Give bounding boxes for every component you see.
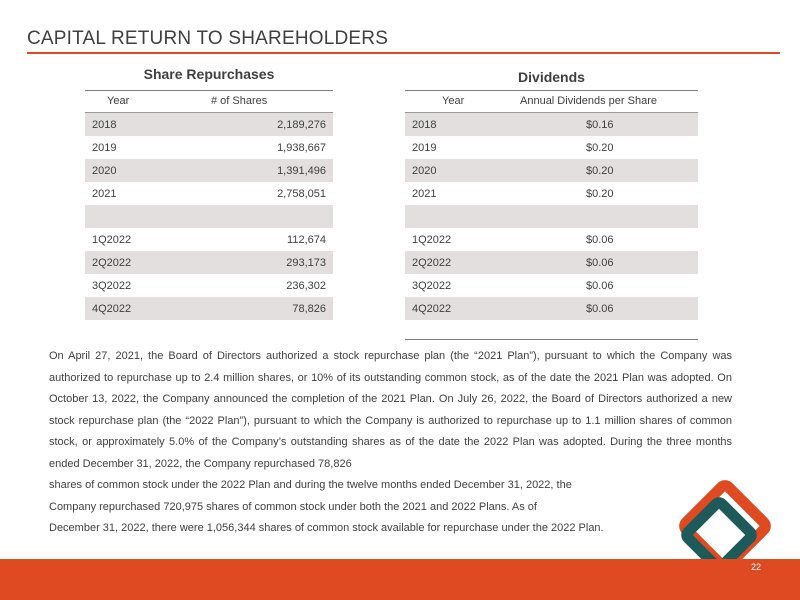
dividends-col-value: Annual Dividends per Share: [520, 95, 657, 107]
value-cell: $0.20: [586, 165, 614, 177]
table-row: [85, 251, 333, 274]
value-cell: 236,302: [286, 280, 326, 292]
table-row: [85, 159, 333, 182]
value-cell: $0.16: [586, 119, 614, 131]
value-cell: $0.20: [586, 188, 614, 200]
paragraph-text-line3: Company repurchased 720,975 shares of common stock under both the 2021 and 2022 Plans. As of: [49, 500, 537, 513]
table-row: [85, 136, 333, 159]
table-row: [85, 274, 333, 297]
dividends-header-row: [405, 91, 698, 113]
paragraph-text-line4: December 31, 2022, there were 1,056,344 shares of common stock available for repurchase under the 2022 Plan.: [49, 522, 604, 534]
year-cell: 2021: [412, 188, 437, 200]
year-cell: 1Q2022: [412, 234, 452, 246]
table-row: [405, 182, 698, 205]
table-row: [405, 228, 698, 251]
year-cell: 3Q2022: [92, 280, 132, 292]
table-row: [85, 205, 333, 228]
year-cell: 2019: [92, 142, 117, 154]
table-row: [405, 274, 698, 297]
dividends-bottom-rule: [405, 339, 698, 340]
year-cell: 2020: [92, 165, 117, 177]
paragraph-text-line2: shares of common stock under the 2022 Plan and during the twelve months ended December 31, 2022, the: [49, 479, 572, 491]
year-cell: 4Q2022: [92, 303, 132, 315]
repurchase-plan-paragraph: [49, 346, 732, 540]
value-cell: $0.06: [586, 303, 614, 315]
value-cell: $0.06: [586, 234, 614, 246]
table-row: [405, 205, 698, 228]
repurchases-heading: Share Repurchases: [143, 66, 275, 82]
table-row: [405, 113, 698, 136]
value-cell: $0.06: [586, 280, 614, 292]
value-cell: $0.20: [586, 142, 614, 154]
table-row: [85, 113, 333, 136]
value-cell: 112,674: [287, 234, 326, 246]
page-number: 22: [751, 562, 762, 572]
repurchases-header-row: [85, 91, 333, 113]
dividends-heading: Dividends: [518, 69, 585, 85]
dividends-table: [405, 90, 698, 320]
paragraph-text-main: On April 27, 2021, the Board of Directors authorized a stock repurchase plan (the “2021 Plan”), pursuant to which the Company was authorized to repurchase up to 2.4 million shares, or 10% of its outstanding common stock, as of the date the 2021 Plan was adopted. On October 13, 2022, the Company announced the completion of the 2021 Plan. On July 26, 2022, the Board of Directors authorized a new stock repurchase plan (the “2022 Plan”), pursuant to which the Company is authorized to repurchase up to 1.1 million shares of common stock, or approximately 5.0% of the Company’s outstanding shares as of the date the 2022 Plan was adopted. During the three months ended December 31, 2022, the Company repurchased 78,826: [49, 350, 732, 470]
year-cell: 4Q2022: [412, 303, 452, 315]
year-cell: 2018: [412, 119, 437, 131]
table-row: [85, 228, 333, 251]
repurchases-col-shares: # of Shares: [211, 95, 268, 107]
table-row: [405, 297, 698, 320]
page-title: CAPITAL RETURN TO SHAREHOLDERS: [27, 28, 389, 49]
year-cell: 2019: [412, 142, 437, 154]
value-cell: 2,189,276: [277, 119, 326, 131]
value-cell: 1,391,496: [277, 165, 326, 177]
footer-bar: [0, 559, 800, 600]
year-cell: 2Q2022: [412, 257, 452, 269]
value-cell: 78,826: [292, 303, 326, 315]
title-rule: [27, 52, 780, 54]
year-cell: 2020: [412, 165, 437, 177]
table-row: [85, 182, 333, 205]
table-row: [85, 297, 333, 320]
value-cell: 1,938,667: [277, 142, 326, 154]
value-cell: 2,758,051: [277, 188, 326, 200]
table-row: [405, 159, 698, 182]
table-row: [405, 136, 698, 159]
value-cell: 293,173: [286, 257, 326, 269]
table-row: [405, 251, 698, 274]
year-cell: 2018: [92, 119, 117, 131]
year-cell: 1Q2022: [92, 234, 132, 246]
repurchases-table: [85, 90, 333, 320]
repurchases-col-year: Year: [107, 95, 130, 107]
year-cell: 2021: [92, 188, 117, 200]
dividends-col-year: Year: [442, 95, 465, 107]
year-cell: 2Q2022: [92, 257, 132, 269]
year-cell: 3Q2022: [412, 280, 452, 292]
value-cell: $0.06: [586, 257, 614, 269]
